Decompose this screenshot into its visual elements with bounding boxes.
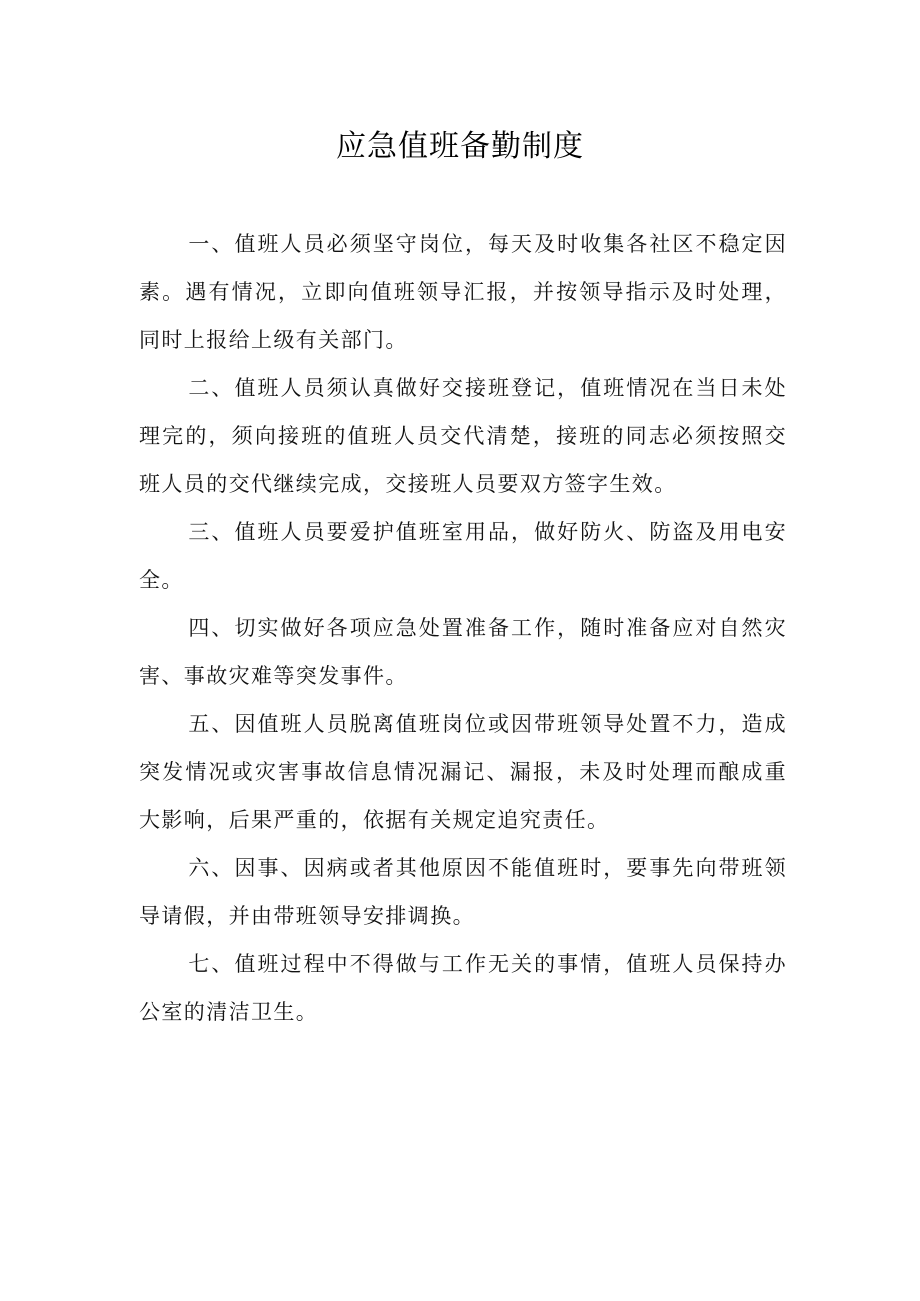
- paragraph-5: 五、因值班人员脱离值班岗位或因带班领导处置不力，造成突发情况或灾害事故信息情况漏记、漏报，未及时处理而酿成重大影响，后果严重的，依据有关规定追究责任。: [139, 712, 787, 832]
- paragraph-6: 六、因事、因病或者其他原因不能值班时，要事先向带班领导请假，并由带班领导安排调换。: [139, 856, 787, 928]
- paragraph-3: 三、值班人员要爱护值班室用品，做好防火、防盗及用电安全。: [139, 520, 787, 592]
- paragraph-1: 一、值班人员必须坚守岗位，每天及时收集各社区不稳定因素。遇有情况，立即向值班领导汇报，并按领导指示及时处理，同时上报给上级有关部门。: [139, 232, 787, 352]
- document-title: 应急值班备勤制度: [336, 129, 584, 164]
- paragraph-7: 七、值班过程中不得做与工作无关的事情，值班人员保持办公室的清洁卫生。: [139, 952, 787, 1024]
- paragraph-4: 四、切实做好各项应急处置准备工作，随时准备应对自然灾害、事故灾难等突发事件。: [139, 616, 787, 688]
- paragraph-2: 二、值班人员须认真做好交接班登记，值班情况在当日未处理完的，须向接班的值班人员交代清楚，接班的同志必须按照交班人员的交代继续完成，交接班人员要双方签字生效。: [139, 376, 787, 496]
- document-body: [139, 220, 787, 1036]
